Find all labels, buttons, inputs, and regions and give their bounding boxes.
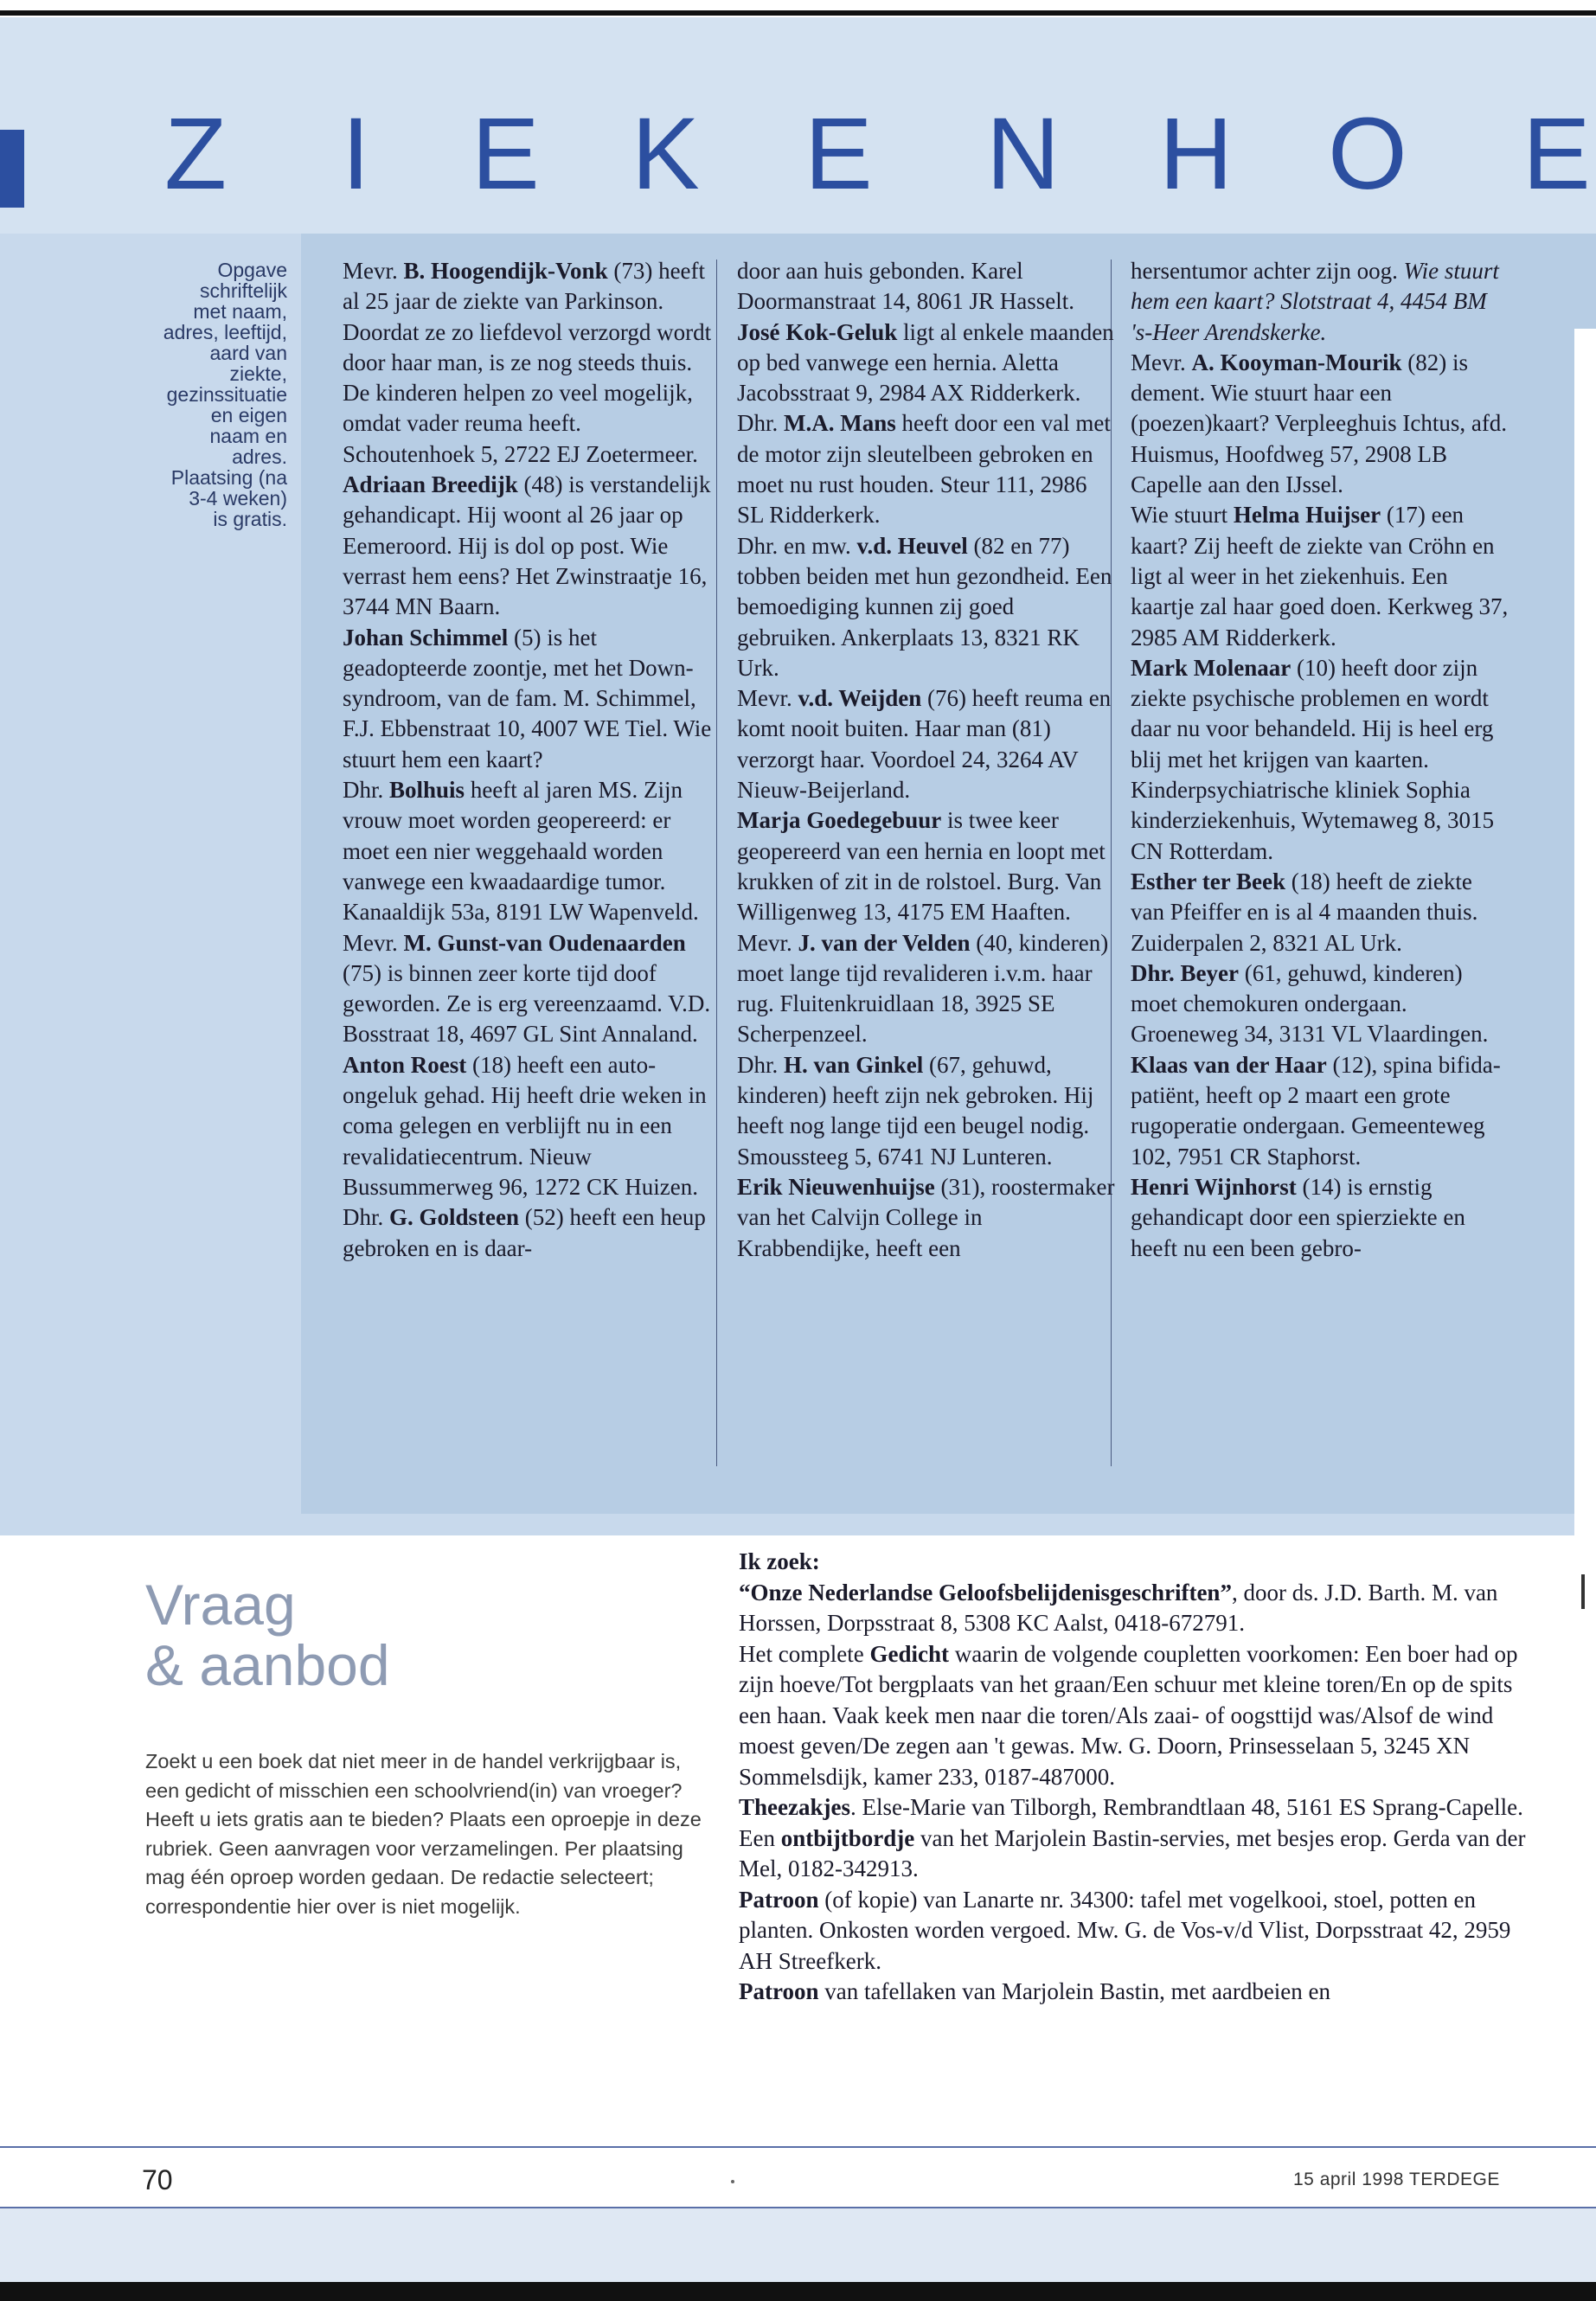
entry: hersentumor achter zijn oog. Wie stuurt hem een kaart? Slotstraat 4, 4454 BM 's-Heer Arendskerke. (1131, 258, 1499, 345)
entry: Johan Schimmel (5) is het geadopteerde zoontje, met het Down-syndroom, van de fam. M. Schimmel, F.J. Ebbenstraat 10, 4007 WE Tiel. Wie stuurt hem een kaart? (343, 624, 712, 772)
ad-entry: Ik zoek: (739, 1548, 820, 1574)
edge-mark (1581, 1574, 1585, 1609)
entry: Klaas van der Haar (12), spina bifida-patiënt, heeft op 2 maart een grote rugoperatie ondergaan. Gemeenteweg 102, 7951 CR Staphorst. (1131, 1051, 1501, 1170)
page-edge (1574, 329, 1596, 2282)
banner-letter: E (471, 97, 540, 211)
top-border (0, 10, 1596, 16)
entry: Dhr. Bolhuis heeft al jaren MS. Zijn vrouw moet worden geopereerd: er moet een nier weggehaald worden vanwege een kwaadaardige tumor. Kanaaldijk 53a, 8191 LW Wapenveld. (343, 777, 699, 926)
vraag-aanbod-intro: Zoekt u een boek dat niet meer in de handel verkrijgbaar is, een gedicht of misschien een schoolvriend(in) van vroeger? Heeft u iets gratis aan te bieden? Plaats een oproepje in deze rubriek. Geen aanvragen voor verzamelingen. Per plaatsing mag één oproep worden gedaan. De redactie selecteert; correspondentie hier over is niet mogelijk. (145, 1750, 702, 1918)
entry: Dhr. Beyer (61, gehuwd, kinderen) moet chemokuren ondergaan. Groeneweg 34, 3131 VL Vlaardingen. (1131, 959, 1489, 1048)
bottom-border (0, 2282, 1596, 2301)
footer-dot (731, 2180, 734, 2183)
banner-letter: K (631, 97, 700, 211)
entry: Adriaan Breedijk (48) is verstandelijk gehandicapt. Hij woont al 26 jaar op Eemeroord. Hij is dol op post. Wie verrast hem eens? Het Zwinstraatje 16, 3744 MN Baarn. (343, 471, 711, 620)
ad-entry: Patroon van tafellaken van Marjolein Bastin, met aardbeien en (739, 1978, 1331, 2004)
banner-letter: H (1159, 97, 1234, 211)
footer-rule (0, 2146, 1596, 2148)
ad-entry: Een ontbijtbordje van het Marjolein Bastin-servies, met besjes erop. Gerda van der Mel, 0182-342913. (739, 1824, 1526, 1881)
entry: Mevr. A. Kooyman-Mourik (82) is dement. Wie stuurt haar een (poezen)kaart? Verpleeghuis Ichtus, afd. Huismus, Hoofdweg 57, 2908 LB Capelle aan den IJssel. (1131, 349, 1508, 498)
entry: Mevr. B. Hoogendijk-Vonk (73) heeft al 25 jaar de ziekte van Parkinson. Doordat ze zo liefdevol verzorgd wordt door haar man, is ze nog steeds thuis. De kinderen helpen zo veel mogelijk, omdat vader reuma heeft. Schoutenhoek 5, 2722 EJ Zoetermeer. (343, 258, 712, 467)
entry: Marja Goedegebuur is twee keer geopereerd van een hernia en loopt met krukken of zit in de rolstoel. Burg. Van Willigenweg 13, 4175 EM Haaften. (737, 807, 1106, 926)
page-number: 70 (142, 2164, 173, 2195)
submission-note: Opgave schriftelijk met naam, adres, leeftijd, aard van ziekte, gezinssituatie en eigen naam en adres. Plaatsing (na 3-4 weken) is gratis. (163, 259, 287, 530)
banner-letter: N (986, 97, 1061, 211)
entry: Dhr. H. van Ginkel (67, gehuwd, kinderen) heeft zijn nek gebroken. Hij heeft nog lange tijd een beugel nodig. Smoussteeg 5, 6741 NJ Lunteren. (737, 1051, 1094, 1170)
entry: Mark Molenaar (10) heeft door zijn ziekte psychische problemen en wordt daar nu voor behandeld. Hij is heel erg blij met het krijgen van kaarten. Kinderpsychiatrische kliniek Sophia kinderziekenhuis, Wytemaweg 8, 3015 CN Rotterdam. (1131, 654, 1495, 864)
column-divider (716, 260, 717, 1466)
banner-letter: Z (164, 97, 228, 211)
entry: Esther ter Beek (18) heeft de ziekte van Pfeiffer en is al 4 maanden thuis. Zuiderpalen 2, 8321 AL Urk. (1131, 868, 1478, 956)
entry: Dhr. M.A. Mans heeft door een val met de motor zijn sleutelbeen gebroken en moet nu rust houden. Steur 111, 2986 SL Ridderkerk. (737, 410, 1111, 529)
banner-letter: E (1522, 97, 1591, 211)
issue-label: 15 april 1998 TERDEGE (1293, 2170, 1500, 2189)
banner-letter: E (804, 97, 873, 211)
column-3 (1131, 256, 1511, 1264)
entry: Anton Roest (18) heeft een auto-ongeluk gehad. Hij heeft drie weken in coma gelegen en verblijft nu in een revalidatiecentrum. Nieuw Bussummerweg 96, 1272 CK Huizen. (343, 1051, 707, 1200)
entry: Wie stuurt Helma Huijser (17) een kaart? Zij heeft de ziekte van Cröhn en ligt al weer in het ziekenhuis. Een kaartje zal haar goed doen. Kerkweg 37, 2985 AM Ridderkerk. (1131, 502, 1509, 651)
ad-entry: “Onze Nederlandse Geloofsbelijdenisgeschriften”, door ds. J.D. Barth. M. van Horssen, Dorpsstraat 8, 5308 KC Aalst, 0418-672791. (739, 1579, 1498, 1636)
entry: Erik Nieuwenhuijse (31), roostermaker van het Calvijn College in Krabbendijke, heeft een (737, 1173, 1115, 1261)
column-1 (343, 256, 716, 1264)
entry: Henri Wijnhorst (14) is ernstig gehandicapt door een spierziekte en heeft nu een been gebro- (1131, 1173, 1465, 1261)
entry: Mevr. M. Gunst-van Oudenaarden (75) is binnen zeer korte tijd doof geworden. Ze is erg vereenzaamd. V.D. Bosstraat 18, 4697 GL Sint Annaland. (343, 929, 711, 1048)
ad-entry: Patroon (of kopie) van Lanarte nr. 34300: tafel met vogelkooi, stoel, potten en planten. Onkosten worden vergoed. Mw. G. de Vos-v/d Vlist, Dorpsstraat 42, 2959 AH Streefkerk. (739, 1886, 1511, 1974)
banner-letter: O (1328, 97, 1407, 211)
entry: door aan huis gebonden. Karel Doormanstraat 14, 8061 JR Hasselt. (737, 258, 1074, 315)
banner-letter: I (342, 97, 370, 211)
column-2 (737, 256, 1118, 1264)
entry: José Kok-Geluk ligt al enkele maanden op bed vanwege een hernia. Aletta Jacobsstraat 9, 2984 AX Ridderkerk. (737, 318, 1114, 407)
section-banner (130, 97, 1596, 211)
ads-list (739, 1547, 1535, 2008)
entry: Dhr. G. Goldsteen (52) heeft een heup gebroken en is daar- (343, 1204, 706, 1261)
ad-entry: Theezakjes. Else-Marie van Tilborgh, Rembrandtlaan 48, 5161 ES Sprang-Capelle. (739, 1794, 1523, 1820)
entry: Mevr. v.d. Weijden (76) heeft reuma en komt nooit buiten. Haar man (81) verzorgt haar. Voordoel 24, 3264 AV Nieuw-Beijerland. (737, 685, 1112, 804)
bottom-margin (0, 2208, 1596, 2282)
entry: Dhr. en mw. v.d. Heuvel (82 en 77) tobben beiden met hun gezondheid. Een bemoediging kunnen zij goed gebruiken. Ankerplaats 13, 8321 RK Urk. (737, 532, 1112, 681)
section-marker (0, 130, 24, 208)
entry: Mevr. J. van der Velden (40, kinderen) moet lange tijd revalideren i.v.m. haar rug. Fluitenkruidlaan 18, 3925 SE Scherpenzeel. (737, 929, 1109, 1048)
vraag-aanbod-title: Vraag & aanbod (145, 1573, 390, 1697)
ad-entry: Het complete Gedicht waarin de volgende coupletten voorkomen: Een boer had op zijn hoeve/Tot bergplaats van het graan/Een schuur met kleine toren/En op de spits een haan. Vaak keek men naar die toren/Als zaai- of oogsttijd was/Alsof de wind moest geven/De zegen aan 't gewas. Mw. G. Doorn, Prinsesselaan 5, 3245 XN Sommelsdijk, kamer 233, 0187-487000. (739, 1640, 1518, 1790)
